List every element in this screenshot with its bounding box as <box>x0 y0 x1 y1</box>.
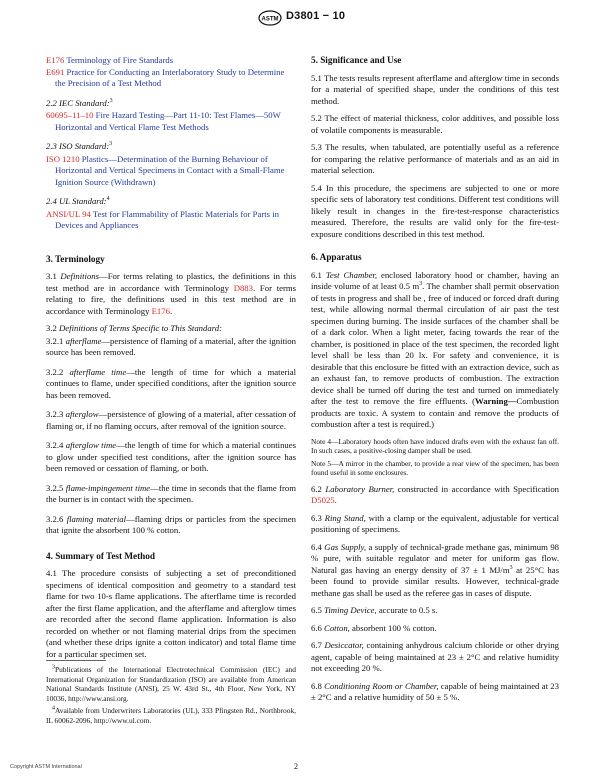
paragraph-3-1: 3.1 Definitions—For terms relating to plastics, the definitions in this test method are in accordance with Terminology D883. For terms relating to fire, the definitions used in this test method are in accordance with Terminology E176. <box>46 271 296 316</box>
paragraph-3-2: 3.2 Definitions of Terms Specific to This Standard: <box>46 323 223 333</box>
ref-title-link[interactable]: Plastics—Determination of the Burning Behaviour of Horizontal and Vertical Specimens in Contact with a Small-Flame Ignition Source (Withdrawn) <box>55 153 285 187</box>
page-header <box>0 8 600 28</box>
page-number: 2 <box>294 762 298 771</box>
ref-code-link[interactable]: ISO 1210 <box>46 153 80 164</box>
paragraph-4-1: 4.1 The procedure consists of subjecting a set of preconditioned specimens of identical composition and geometry to a standard test flame for two 10-s flame applications. The afterflame time is recorded after the first flame application, and the afterflame and afterglow times are recorded after the second flame application. Information is also recorded on whether or not flaming material drips from the specimen (and whether these drips ignite a cotton indicator) and total flame time for a particular specimen set. <box>46 568 296 659</box>
ref-title-link[interactable]: Test for Flammability of Plastic Materials for Parts in Devices and Appliances <box>55 208 279 230</box>
paragraph-6-3: 6.3 Ring Stand, with a clamp or the equivalent, adjustable for vertical positioning of specimens. <box>311 512 559 534</box>
footnote-divider <box>46 660 106 661</box>
definition-3-2-5: 3.2.5 flame-impingement time—the time in seconds that the flame from the burner is in contact with the specimen. <box>46 482 297 504</box>
paragraph-6-4: 6.4 Gas Supply, a supply of technical-grade methane gas, minimum 98 % pure, with suitable regulator and meter for uniform gas flow. Natural gas having an energy density of 37 ± 1 $MJ/m^3$ at 25°C has been found to provide similar results. However, technical-grade methane gas shall be used as the referee gas in cases of dispute. <box>311 541 560 598</box>
ref-code-link[interactable]: ANSI/UL 94 <box>46 208 91 219</box>
iso-standard-heading: 2.3 ISO Standard:$^3$ <box>46 141 113 151</box>
reference-iec-60695 <box>46 110 296 133</box>
ul-standard-heading: 2.4 UL Standard:$^4$ <box>46 196 110 206</box>
note-5: Note 5—A mirror in the chamber, to provide a rear view of the specimen, has been found useful in some enclosures. <box>311 458 559 477</box>
reference-iso-1210 <box>46 154 296 189</box>
definition-3-2-3: 3.2.3 afterglow—persistence of glowing of a material, after cessation of flaming or, if no flaming occurs, after removal of the ignition source. <box>46 409 296 431</box>
left-column <box>46 55 296 666</box>
reference-e691 <box>46 67 296 90</box>
section-heading-terminology: 3. Terminology <box>46 253 105 264</box>
ref-code-link[interactable]: E691 <box>46 66 65 77</box>
ref-title-link[interactable]: Terminology of Fire Standards <box>66 55 174 65</box>
copyright-notice: Copyright ASTM International <box>10 764 82 770</box>
paragraph-6-2: 6.2 Laboratory Burner, constructed in accordance with Specification D5025. <box>311 483 560 505</box>
footnote-4: $^4$Available from Underwriters Laboratories (UL), 333 Pfingsten Rd., Northbrook, IL 60062-2096, http://www.ul.com. <box>46 705 296 725</box>
ref-title-link[interactable]: Practice for Conducting an Interlaboratory Study to Determine the Precision of a Test Method <box>55 66 285 88</box>
ref-title-link[interactable]: Fire Hazard Testing—Part 11-10: Test Flames—50W Horizontal and Vertical Flame Test Methods <box>55 110 281 132</box>
paragraph-5-1: 5.1 The tests results represent afterflame and afterglow time in seconds for a material of specified shape, under the conditions of this test method. <box>311 72 559 106</box>
paragraph-6-8: 6.8 Conditioning Room or Chamber, capable of being maintained at 23 ± 2°C and a relative humidity of 50 ± 5 %. <box>311 680 559 702</box>
section-heading-apparatus: 6. Apparatus <box>311 252 362 262</box>
e176-link[interactable]: E176 <box>151 305 170 316</box>
paragraph-5-3: 5.3 The results, when tabulated, are potentially useful as a reference for comparing the relative performance of materials and as an aid in material selection. <box>311 142 559 175</box>
reference-e176 <box>46 55 296 67</box>
iec-standard-heading: 2.2 IEC Standard:$^3$ <box>46 97 113 108</box>
paragraph-5-4: 5.4 In this procedure, the specimens are subjected to one or more specific sets of laboratory test conditions. Different test conditions will likely result in changes in the fire-test-response characteristics measured. Therefore, the results are valid only for the fire-test-exposure conditions described in this test method. <box>311 182 559 239</box>
logo-text: ASTM <box>261 16 279 23</box>
paragraph-6-1: 6.1 Test Chamber, enclosed laboratory hood or chamber, having an inside volume of at least 0.5 $m^3$. The chamber shall permit observation of tests in progress and shall be , free of induced or forced draft during test, while allowing normal thermal circulation of air past the test specimen during burning. The inside surfaces of the chamber shall be of a dark color. When a light meter, facing towards the rear of the chamber, is positioned in place of the test specimen, the recorded light level shall be less than 20 lx. For safety and convenience, it is desirable that this enclosure be fitted with an extraction device, such as an exhaust fan, to remove products of combustion. The extraction device shall be turned off during the test and turned on immediately after the test to remove the fire effluents. (Warning—Combustion products are toxic. A system to contain and remove the products of combustion after a test is required.) <box>311 269 560 429</box>
d883-link[interactable]: D883 <box>233 282 253 293</box>
right-column <box>311 55 559 710</box>
note-4: Note 4—Laboratory hoods often have induced drafts even with the exhaust fan off. In such cases, a positive-closing damper shall be used. <box>311 436 559 455</box>
definition-3-2-2: 3.2.2 afterflame time—the length of time for which a material continues to flame, under specified conditions, after the ignition source has been removed. <box>46 366 297 400</box>
d5025-link[interactable]: D5025 <box>311 495 335 505</box>
paragraph-6-6: 6.6 Cotton, absorbent 100 % cotton. <box>311 622 437 633</box>
reference-ul-94 <box>46 209 296 232</box>
paragraph-6-5: 6.5 Timing Device, accurate to 0.5 s. <box>311 605 438 615</box>
definition-3-2-1: 3.2.1 afterflame—persistence of flaming of a material, after the ignition source has been removed. <box>46 335 296 357</box>
definition-3-2-6: 3.2.6 flaming material—flaming drips or particles from the specimen that ignite the absorbent 100 % cotton. <box>46 513 296 535</box>
section-heading-significance: 5. Significance and Use <box>311 55 402 65</box>
paragraph-5-2: 5.2 The effect of material thickness, color additives, and possible loss of volatile components is measurable. <box>311 113 559 135</box>
definition-3-2-4: 3.2.4 afterglow time—the length of time for which a material continues to glow under specified test conditions, after the ignition source has been removed or cessation of flaming, or both. <box>46 440 296 473</box>
standard-designation: D3801 − 10 <box>286 10 346 22</box>
footnote-3: $^3$Publications of the International Electrotechnical Commission (IEC) and International Organization for Standardization (ISO) are available from American National Standards Institute (ANSI), 25 W. 43rd St., 4th Floor, New York, NY 10036, http://www.ansi.org. <box>46 664 296 703</box>
ref-code-link[interactable]: 60695–11–10 <box>46 110 94 120</box>
ref-code-link[interactable]: E176 <box>46 55 65 65</box>
paragraph-6-7: 6.7 Desiccator, containing anhydrous calcium chloride or other drying agent, capable of being maintained at 23 ± 2°C and relative humidity not exceeding 20 %. <box>311 640 560 673</box>
astm-logo-icon <box>258 10 282 26</box>
section-heading-summary: 4. Summary of Test Method <box>46 550 155 561</box>
footnotes <box>46 660 296 728</box>
